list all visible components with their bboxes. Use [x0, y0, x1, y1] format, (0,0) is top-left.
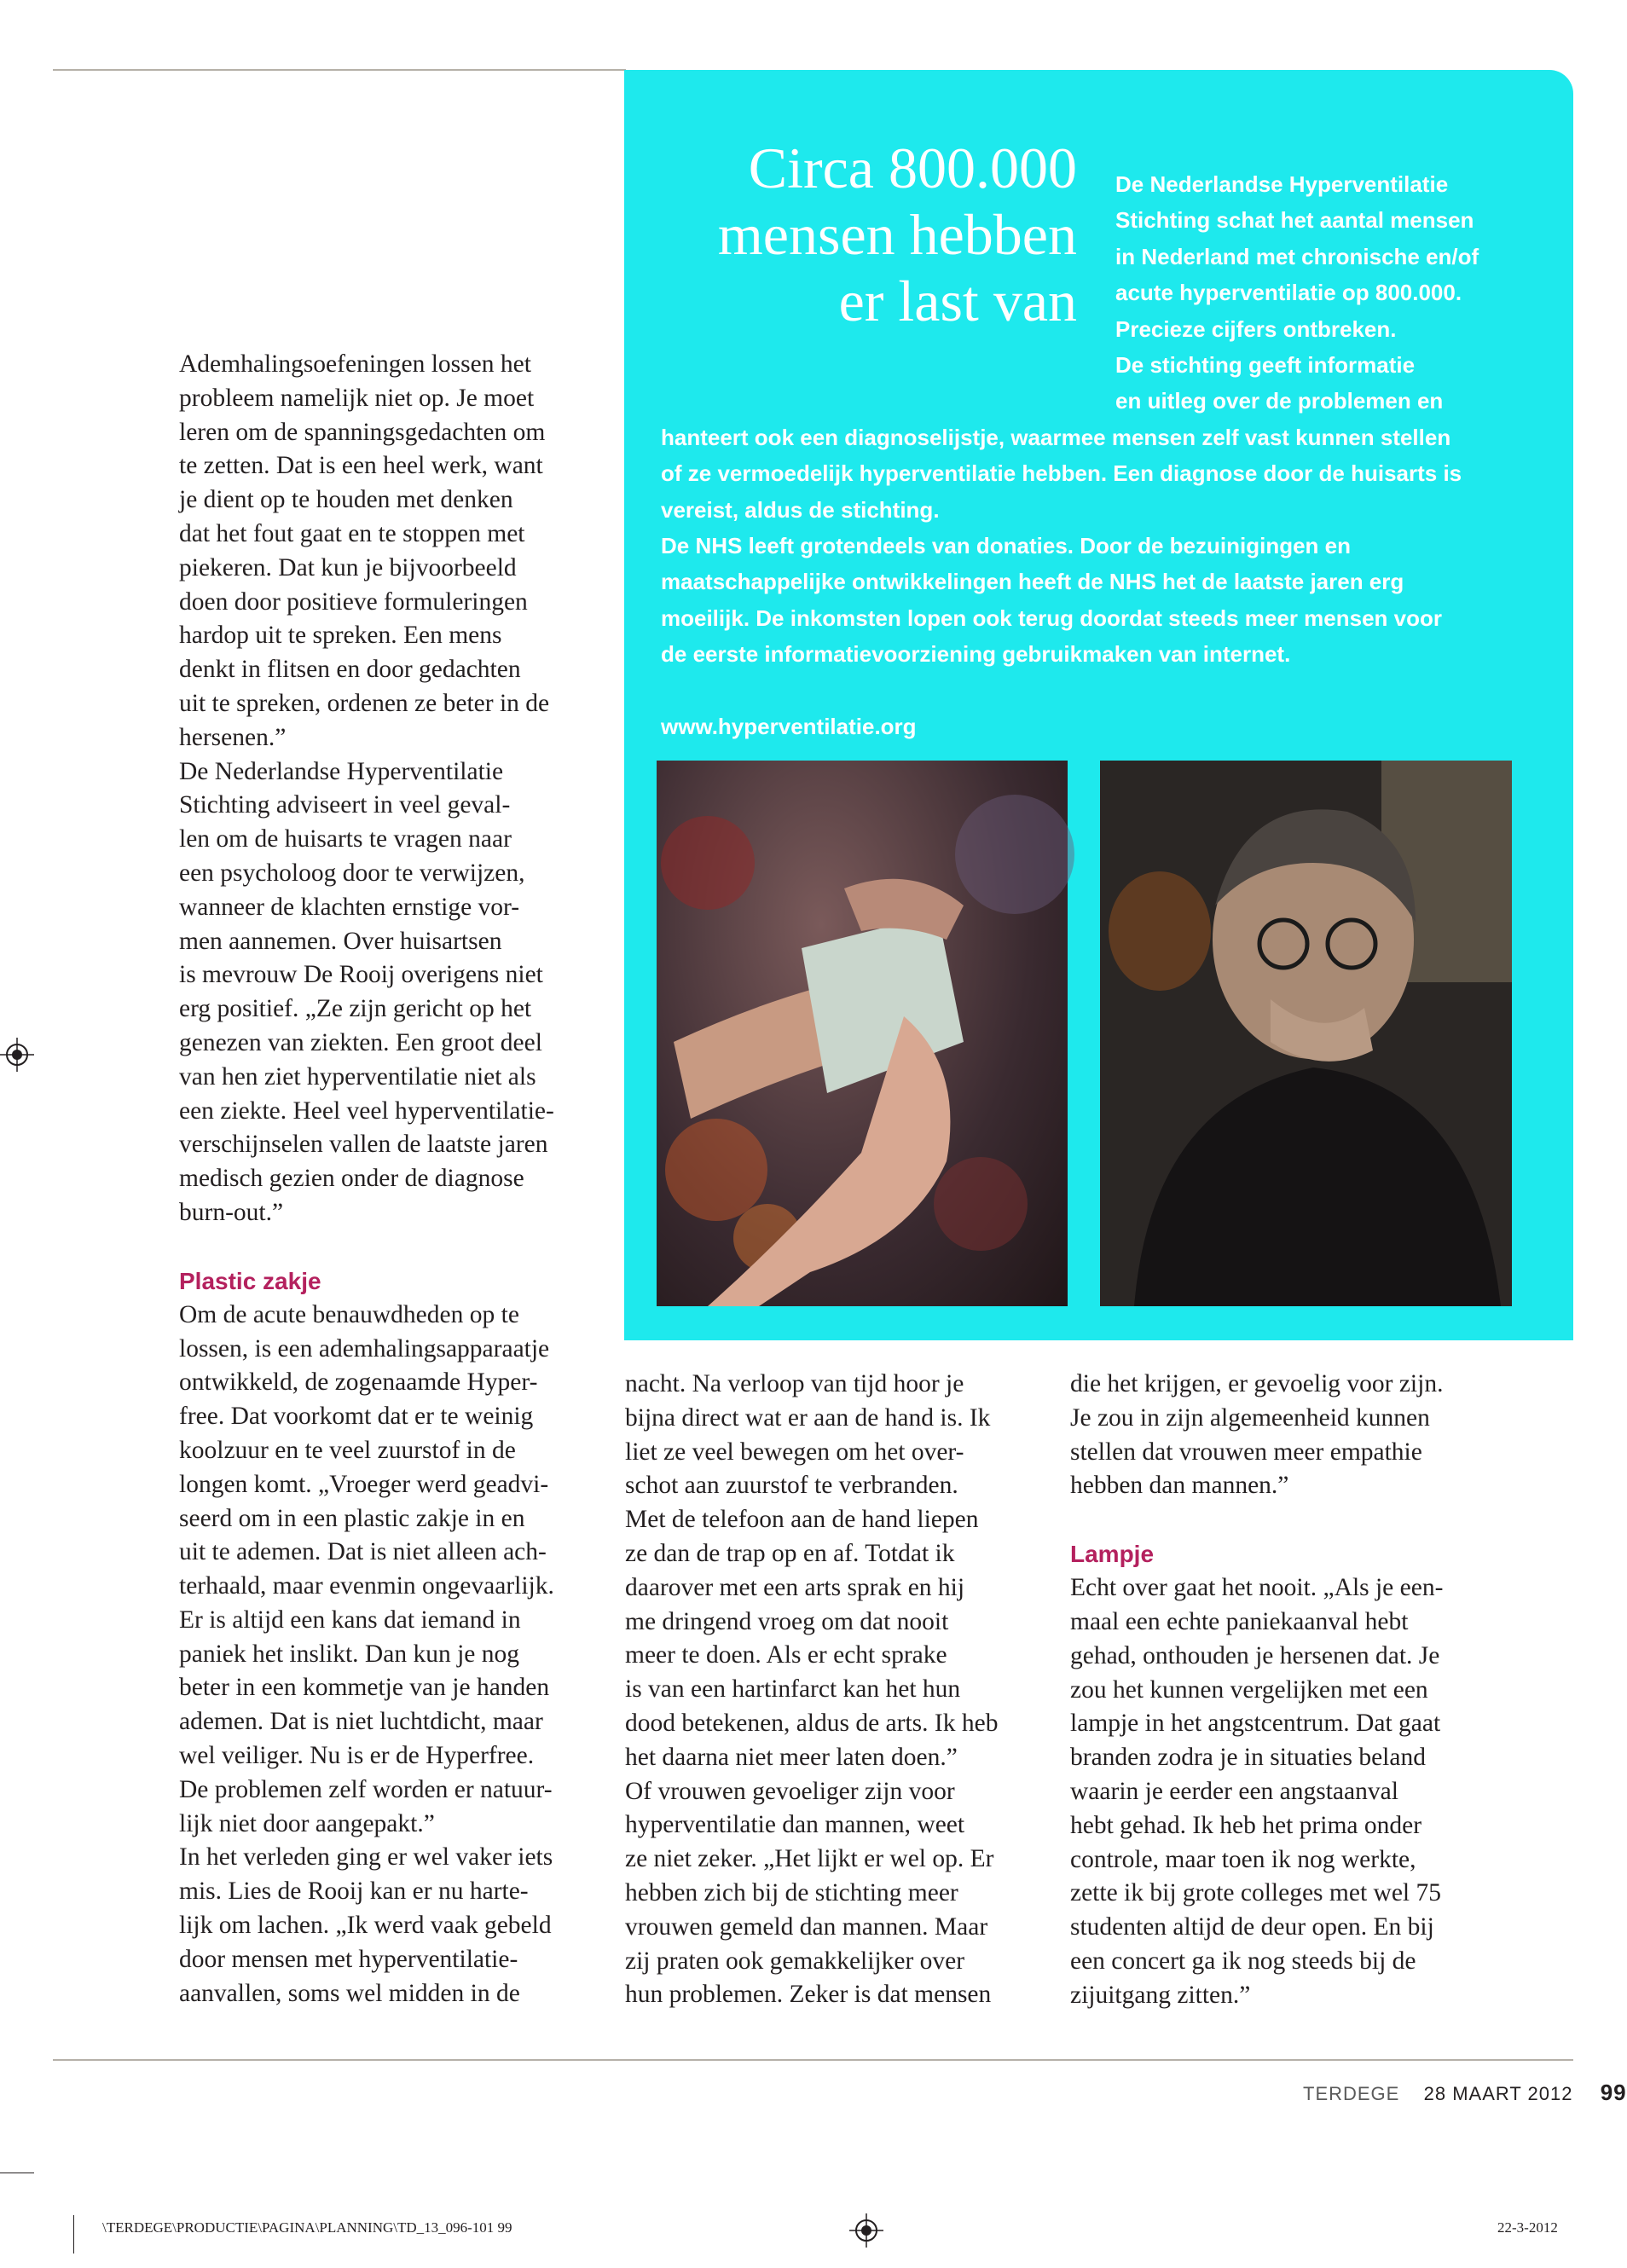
text-line: die het krijgen, er gevoelig voor zijn. [1070, 1370, 1444, 1397]
text-line: Ademhalingsoefeningen lossen het [179, 350, 531, 378]
text-line: hersenen.” [179, 723, 287, 751]
text-line: burn-out.” [179, 1198, 284, 1226]
text-line: ontwikkeld, de zogenaamde Hyper- [179, 1368, 538, 1397]
text-line: lossen, is een ademhalingsapparaatje [179, 1334, 550, 1363]
headline-line: er last van [838, 269, 1077, 333]
text-line: dat het fout gaat en te stoppen met [179, 519, 525, 547]
text-line: free. Dat voorkomt dat er te weinig [179, 1403, 534, 1431]
text-line: bijna direct wat er aan de hand is. Ik [625, 1403, 991, 1432]
text-line: hebben dan mannen.” [1070, 1472, 1289, 1500]
text-line: doen door positieve formuleringen [179, 587, 528, 616]
box-text-line: vereist, aldus de stichting. [661, 496, 940, 523]
issue-date: 28 MAART 2012 [1423, 2083, 1573, 2104]
text-line: genezen van ziekten. Een groot deel [179, 1028, 542, 1056]
slug-date: 22-3-2012 [1497, 2219, 1558, 2236]
text-line: zij praten ook gemakkelijker over [625, 1947, 965, 1975]
text-line: beter in een kommetje van je handen [179, 1674, 550, 1702]
text-line: terhaald, maar evenmin ongevaarlijk. [179, 1572, 554, 1600]
text-line: liet ze veel bewegen om het over- [625, 1438, 964, 1466]
text-line: Om de acute benauwdheden op te [179, 1300, 519, 1328]
text-line: controle, maar toen ik nog werkte, [1070, 1845, 1416, 1873]
box-text-line: De stichting geeft informatie [1115, 352, 1416, 379]
column-1-paragraphs [179, 348, 605, 1230]
top-rule [53, 69, 626, 71]
box-text-line: De NHS leeft grotendeels van donaties. Door de bezuinigingen en [661, 533, 1352, 559]
page-number: 99 [1600, 2080, 1627, 2105]
box-text-line: maatschappelijke ontwikkelingen heeft de NHS het de laatste jaren erg [661, 569, 1404, 595]
text-line: een ziekte. Heel veel hyperventilatie- [179, 1096, 554, 1125]
text-line: meer te doen. Als er echt sprake [625, 1641, 947, 1669]
box-text-line: de eerste informatievoorziening gebruikmaken van internet. [661, 641, 1291, 668]
text-line: studenten altijd de deur open. En bij [1070, 1913, 1434, 1941]
text-line: is mevrouw De Rooij overigens niet [179, 961, 543, 989]
text-line: nacht. Na verloop van tijd hoor je [625, 1370, 964, 1397]
box-text-line: De Nederlandse Hyperventilatie [1115, 171, 1449, 197]
text-line: piekeren. Dat kun je bijvoorbeeld [179, 553, 517, 581]
box-text-line: Stichting schat het aantal mensen [1115, 207, 1474, 234]
text-line: De Nederlandse Hyperventilatie [179, 757, 504, 785]
photo-hands-holding-device [657, 761, 1068, 1306]
text-line: Er is altijd een kans dat iemand in [179, 1606, 521, 1634]
text-line: wanneer de klachten ernstige vor- [179, 893, 520, 921]
box-text-line: in Nederland met chronische en/of [1115, 243, 1479, 269]
text-line: zou het kunnen vergelijken met een [1070, 1675, 1428, 1704]
text-line: een psycholoog door te verwijzen, [179, 859, 525, 887]
text-line: dood betekenen, aldus de arts. Ik heb [625, 1709, 999, 1737]
text-line: Echt over gaat het nooit. „Als je een- [1070, 1574, 1444, 1602]
text-line: denkt in flitsen en door gedachten [179, 656, 521, 684]
text-line: daarover met een arts sprak en hij [625, 1573, 965, 1601]
box-text-line: moeilijk. De inkomsten lopen ook terug doordat steeds meer mensen voor [661, 605, 1442, 631]
text-line: Of vrouwen gevoeliger zijn voor [625, 1777, 955, 1805]
crop-mark-vertical [73, 2215, 74, 2254]
bottom-rule [53, 2059, 1573, 2061]
text-line: paniek het inslikt. Dan kun je nog [179, 1640, 519, 1668]
registration-mark-left [0, 1038, 34, 1072]
text-line: lampje in het angstcentrum. Dat gaat [1070, 1710, 1441, 1738]
box-intro [661, 166, 1556, 419]
text-line: wel veiliger. Nu is er de Hyperfree. [179, 1742, 535, 1770]
headline-line: Circa 800.000 [748, 136, 1077, 200]
photo-portrait-woman [1100, 761, 1512, 1306]
text-line: zette ik bij grote colleges met wel 75 [1070, 1879, 1441, 1907]
text-line: uit te spreken, ordenen ze beter in de [179, 689, 550, 717]
text-line: is van een hartinfarct kan het hun [625, 1675, 961, 1704]
column-2-paragraphs [625, 1368, 1051, 2012]
text-line: leren om de spanningsgedachten om [179, 418, 546, 446]
text-line: erg positief. „Ze zijn gericht op het [179, 995, 532, 1023]
text-line: medisch gezien onder de diagnose [179, 1165, 524, 1193]
text-line: men aannemen. Over huisartsen [179, 927, 502, 955]
text-line: mis. Lies de Rooij kan er nu harte- [179, 1877, 529, 1906]
text-line: je dient op te houden met denken [179, 486, 513, 514]
text-line: gehad, onthouden je hersenen dat. Je [1070, 1641, 1440, 1669]
text-line: ze dan de trap op en af. Totdat ik [625, 1539, 955, 1567]
box-body [661, 419, 1556, 673]
text-line: vrouwen gemeld dan mannen. Maar [625, 1912, 988, 1941]
text-line: Je zou in zijn algemeenheid kunnen [1070, 1403, 1430, 1432]
text-line: lijk om lachen. „Ik werd vaak gebeld [179, 1912, 552, 1940]
text-line: koolzuur en te veel zuurstof in de [179, 1436, 516, 1464]
box-text [661, 166, 1556, 744]
column-1-section [179, 1299, 605, 2011]
text-line: longen komt. „Vroeger werd geadvi- [179, 1470, 549, 1498]
text-line: branden zodra je in situaties beland [1070, 1744, 1426, 1772]
text-line: zijuitgang zitten.” [1070, 1981, 1251, 2009]
text-line: In het verleden ging er wel vaker iets [179, 1843, 553, 1872]
slug-file-path: \TERDEGE\PRODUCTIE\PAGINA\PLANNING\TD_13_096-101 99 [102, 2219, 512, 2236]
text-line: hun problemen. Zeker is dat mensen [625, 1981, 992, 2009]
box-text-line: en uitleg over de problemen en [1115, 388, 1444, 414]
text-line: me dringend vroeg om dat nooit [625, 1607, 949, 1635]
box-text-line: Precieze cijfers ontbreken. [1115, 315, 1397, 342]
text-line: Stichting adviseert in veel geval- [179, 791, 511, 819]
text-line: hebben zich bij de stichting meer [625, 1878, 958, 1906]
subheading-plastic-zakje: Plastic zakje [179, 1267, 321, 1294]
text-line: maal een echte paniekaanval hebt [1070, 1607, 1409, 1635]
box-text-line: acute hyperventilatie op 800.000. [1115, 280, 1462, 306]
headline-line: mensen hebben [717, 202, 1077, 267]
box-text-line: hanteert ook een diagnoselijstje, waarmee mensen zelf vast kunnen stellen [661, 424, 1451, 450]
text-line: hebt gehad. Ik heb het prima onder [1070, 1811, 1422, 1839]
text-line: len om de huisarts te vragen naar [179, 825, 512, 853]
page-footer [1303, 2080, 1627, 2106]
column-3-paragraphs [1070, 1368, 1497, 1503]
text-line: uit te ademen. Dat is niet alleen ach- [179, 1538, 547, 1566]
text-line: waarin je eerder een angstaanval [1070, 1777, 1398, 1805]
text-line: van hen ziet hyperventilatie niet als [179, 1062, 536, 1091]
text-line: door mensen met hyperventilatie- [179, 1945, 518, 1973]
text-line: ademen. Dat is niet luchtdicht, maar [179, 1708, 543, 1736]
text-line: hardop uit te spreken. Een mens [179, 622, 502, 650]
text-line: aanvallen, soms wel midden in de [179, 1979, 520, 2007]
text-line: ze niet zeker. „Het lijkt er wel op. Er [625, 1845, 994, 1873]
box-text-line: of ze vermoedelijk hyperventilatie hebben. Een diagnose door de huisarts is [661, 460, 1462, 487]
text-line: De problemen zelf worden er natuur- [179, 1775, 553, 1803]
text-line: een concert ga ik nog steeds bij de [1070, 1947, 1416, 1975]
column-3-section [1070, 1571, 1497, 2012]
text-line: seerd om in een plastic zakje in en [179, 1504, 525, 1532]
text-line: te zetten. Dat is een heel werk, want [179, 452, 543, 480]
text-line: schot aan zuurstof te verbranden. [625, 1472, 958, 1500]
text-line: stellen dat vrouwen meer empathie [1070, 1438, 1422, 1466]
column-2 [625, 1368, 1051, 2012]
subheading-lampje: Lampje [1070, 1541, 1155, 1568]
text-line: lijk niet door aangepakt.” [179, 1809, 435, 1837]
column-3 [1070, 1368, 1497, 2013]
text-line: hyperventilatie dan mannen, weet [625, 1811, 965, 1839]
magazine-name: TERDEGE [1303, 2083, 1400, 2104]
registration-mark-bottom [849, 2213, 883, 2248]
box-url-link[interactable]: www.hyperventilatie.org [661, 713, 917, 739]
column-1 [179, 348, 605, 2011]
text-line: het daarna niet meer laten doen.” [625, 1743, 958, 1771]
text-line: probleem namelijk niet op. Je moet [179, 384, 535, 412]
text-line: verschijnselen vallen de laatste jaren [179, 1131, 548, 1159]
text-line: Met de telefoon aan de hand liepen [625, 1506, 979, 1534]
